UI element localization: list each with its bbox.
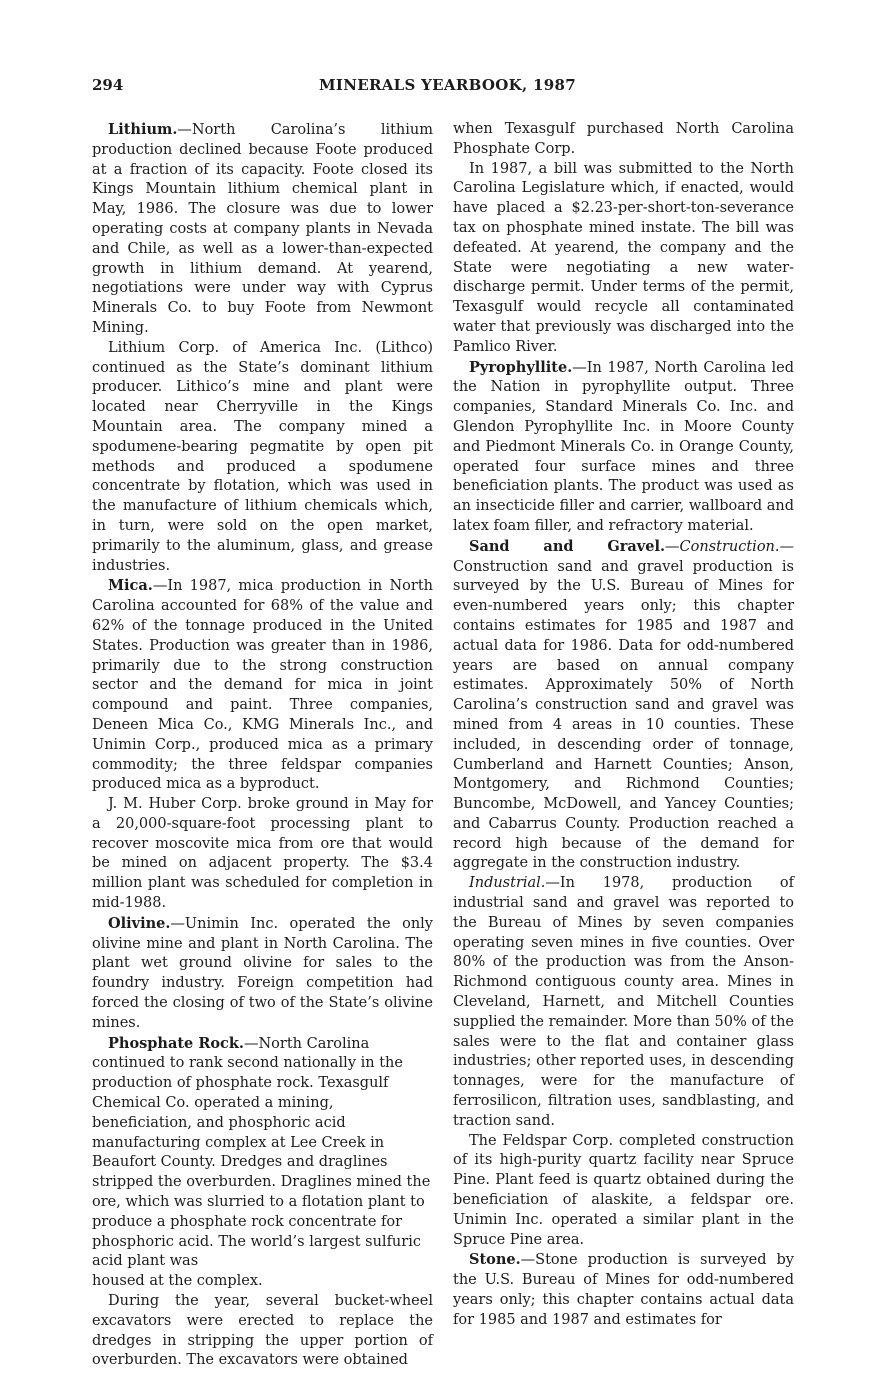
paragraph-text: —North Carolina continued to rank second nationally in the production of phosphate rock. Texasgulf Chemical Co. operated a mining, beneficiation, and phosphoric acid manufacturing complex at Lee Creek in Beaufort County. Dredges and draglines stripped the overburden. Draglines mined the ore, which was slurried to a flotation plant to produce a phosphate rock concentrate for phosphoric acid. The world’s largest sulfuric acid plant was [92,1035,431,1270]
paragraph-severance-bill: In 1987, a bill was submitted to the North Carolina Legislature which, if enacted, would have placed a $2.23-per-short-ton-severance tax on phosphate mined instate. The bill was defeated. At yearend, the company and the State were negotiating a new water-discharge permit. Under terms of the permit, Texasgulf would recycle all contaminated water that previously was discharged into the Pamlico River. [453,160,794,355]
paragraph-text: —Unimin Inc. operated the only olivine mine and plant in North Carolina. The plant wet ground olivine for sales to the foundry industry. Foreign competition had forced the closing of two of the State’s olivine mines. [92,915,433,1031]
paragraph-stone [453,1250,794,1330]
section-heading-olivine: Olivine. [108,914,171,932]
running-title: MINERALS YEARBOOK, 1987 [319,76,576,94]
section-heading-mica: Mica. [108,577,153,595]
paragraph-excavators: During the year, several bucket-wheel excavators were erected to replace the dredges in stripping the upper portion of overburden. The excavators were obtained [92,1293,433,1369]
section-heading-stone: Stone. [469,1251,521,1269]
paragraph-sand-and-gravel [453,537,794,875]
section-heading-lithium: Lithium. [108,121,178,138]
page-header [92,76,798,98]
section-heading-phosphate-rock: Phosphate Rock. [108,1034,244,1052]
paragraph-lithium [92,120,433,339]
paragraph-olivine [92,914,433,1034]
subheading-construction: Construction. [679,538,780,555]
paragraph-industrial [453,874,794,1131]
paragraph-text: —Stone production is surveyed by the U.S. Bureau of Mines for odd-numbered years only; this chapter contains actual data for 1985 and 1987 and estimates for [453,1252,794,1328]
paragraph-mica [92,576,433,795]
section-heading-pyrophyllite: Pyrophyllite. [469,358,573,376]
paragraph-lithco: Lithium Corp. of America Inc. (Lithco) continued as the State’s dominant lithium producer. Lithico’s mine and plant were located near Cherryville in the Kings Mountain area. The company mined a spodumene-bearing pegmatite by open pit methods and produced a spodumene concentrate by flotation, which was used in the manufacture of lithium chemicals which, in turn, were sold on the open market, primarily to the aluminum, glass, and grease industries. [92,339,433,574]
paragraph-feldspar: The Feldspar Corp. completed construction of its high-purity quartz facility near Spruce Pine. Plant feed is quartz obtained during the beneficiation of alaskite, a feldspar ore. Unimin Inc. operated a similar plant in the Spruce Pine area. [453,1132,794,1248]
section-heading-sand-and-gravel: Sand and Gravel. [469,537,666,555]
paragraph-text: —In 1987, North Carolina led the Nation in pyrophyllite output. Three companies, Standard Minerals Co. Inc. and Glendon Pyrophyllite Inc. in Moore County and Piedmont Minerals Co. in Orange County, operated four surface mines and three beneficiation plants. The product was used as an insecticide filler and carrier, wallboard and latex foam filler, and refractory material. [453,359,794,534]
right-column [453,120,794,1331]
paragraph-phosphate-continuation: housed at the complex. [92,1273,263,1290]
paragraph-text: —In 1987, mica production in North Carolina accounted for 68% of the value and 62% of the tonnage produced in the United States. Production was greater than in 1986, primarily due to the strong construction sector and the demand for mica in joint compound and paint. Three companies, Deneen Mica Co., KMG Minerals Inc., and Unimin Corp., produced mica as a primary commodity; the three feldspar companies produced mica as a byproduct. [92,578,433,793]
paragraph-excavators-continuation: when Texasgulf purchased North Carolina Phosphate Corp. [453,121,794,157]
paragraph-pyrophyllite [453,358,794,537]
paragraph-text: —In 1978, production of industrial sand and gravel was reported to the Bureau of Mines by seven companies operating seven mines in five counties. Over 80% of the production was from the Anson-Richmond contiguous county area. Mines in Cleveland, Harnett, and Mitchell Counties supplied the remainder. More than 50% of the sales were to the flat and container glass industries; other reported uses, in descending tonnages, were for the manufacture of ferrosilicon, filtration uses, sandblasting, and traction sand. [453,875,794,1129]
paragraph-huber: J. M. Huber Corp. broke ground in May for a 20,000-square-foot processing plant to recover moscovite mica from ore that would be mined on adjacent property. The $3.4 million plant was scheduled for completion in mid-1988. [92,796,433,912]
page-number: 294 [92,76,124,94]
paragraph-text: —Construction sand and gravel production is surveyed by the U.S. Bureau of Mines for even-numbered years only; this chapter contains estimates for 1985 and 1987 and actual data for 1986. Data for odd-numbered years are based on annual company estimates. Approximately 50% of North Carolina’s construction sand and gravel was mined from 4 areas in 10 counties. These included, in descending order of tonnage, Cumberland and Harnett Counties; Anson, Montgomery, and Richmond Counties; Buncombe, McDowell, and Yancey Counties; and Cabarrus County. Production reached a record high because of the demand for aggregate in the construction industry. [453,538,794,872]
left-column [92,120,433,1371]
paragraph-text: —North Carolina’s lithium production declined because Foote produced at a fraction of its capacity. Foote closed its Kings Mountain lithium chemical plant in May, 1986. The closure was due to lower operating costs at company plants in Nevada and Chile, as well as a lower-than-expected growth in lithium demand. At yearend, negotiations were under way with Cyprus Minerals Co. to buy Foote from Newmont Mining. [92,122,433,336]
heading-dash: — [665,538,680,555]
subheading-industrial: Industrial. [469,875,546,892]
paragraph-phosphate-rock [92,1034,433,1273]
